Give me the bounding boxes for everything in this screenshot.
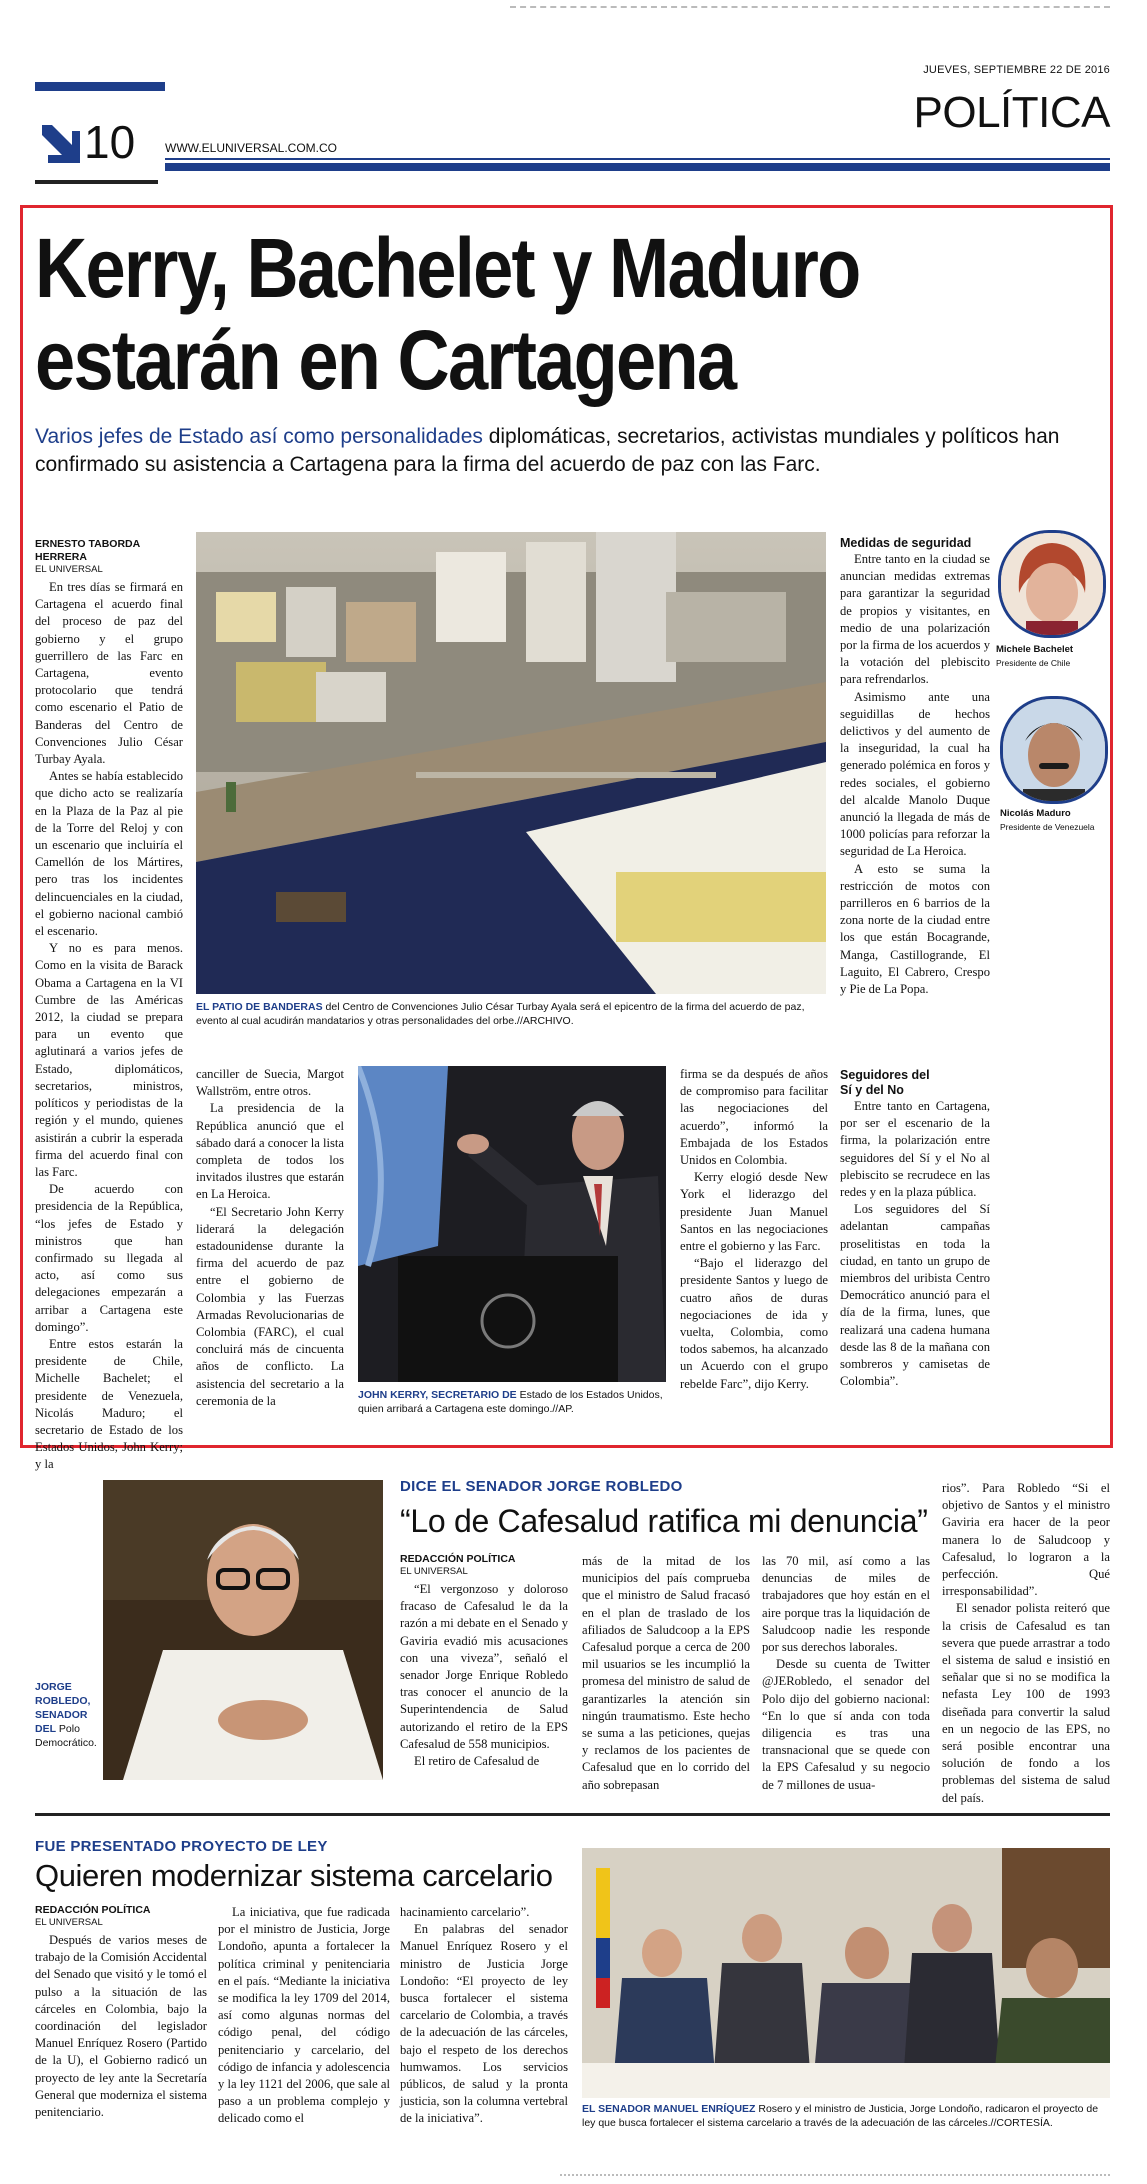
maduro-name: Nicolás Maduro xyxy=(1000,808,1071,819)
paragraph: Desde su cuenta de Twitter @JERobledo, el senador del Polo dijo del gobierno nacional: “En lo que sí anda con toda diligencia es tras una transnacional que se quede con la EPS Cafesalud y su negocio de 7 millones de usua- xyxy=(762,1657,930,1792)
story2-kicker: DICE EL SENADOR JORGE ROBLEDO xyxy=(400,1478,683,1495)
main-headline-line2: estarán en Cartagena xyxy=(35,313,736,407)
page-bottom-dashes xyxy=(560,2174,1110,2176)
paragraph: El retiro de Cafesalud de xyxy=(414,1754,540,1769)
photo2-caption-text: Estado de los Estados Unidos, quien arribará a Cartagena este domingo.//AP. xyxy=(358,1389,663,1415)
bachelet-name: Michele Bachelet xyxy=(996,644,1074,655)
arrow-down-right-icon xyxy=(38,121,82,165)
photo2-caption xyxy=(358,1388,668,1416)
paragraph: “El vergonzoso y doloroso fracaso de Cafesalud le da la razón a mi debate en el Senado y Gaviria evadió mis acusaciones con una viveza”, señaló el senador Jorge Enrique Robledo tras conocer el anuncio de la Superintendencia de Salud autorizando el retiro de la EPS Cafesalud de 558 municipios. xyxy=(400,1582,568,1751)
main-byline: ERNESTO TABORDA HERRERA xyxy=(35,538,140,563)
masthead-rule-thin xyxy=(165,158,1110,160)
masthead-left-bar xyxy=(35,82,165,91)
paragraph: Entre tanto en la ciudad se anuncian medidas extremas para garantizar la seguridad de propios y visitantes, en medio de una polarización por la firma de los acuerdos y la votación del plebiscito para refrendarlos. xyxy=(840,552,990,687)
story3-caption-lead: EL SENADOR MANUEL ENRÍQUEZ xyxy=(582,2103,756,2115)
story3-byline-outlet: EL UNIVERSAL xyxy=(35,1917,103,1928)
story3-col2 xyxy=(218,1904,390,2128)
kerry-photo xyxy=(358,1066,666,1382)
masthead-top-dashes xyxy=(510,6,1110,8)
paragraph: Asimismo ante una seguidillas de hechos delictivos y del aumento de la inseguridad, la cual ha generado polémica en foros y redes sociales, el gobierno del alcalde Manolo Duque anunció la llegada de más de 1000 policías para reforzar la seguridad de La Heroica. xyxy=(840,689,990,859)
security-text xyxy=(840,551,990,998)
story2-byline: REDACCIÓN POLÍTICA xyxy=(400,1553,516,1565)
paragraph: Los seguidores del Sí adelantan campañas proselitistas en toda la ciudad, en tanto un grupo de miembros del uribista Centro Democrático anunció para el día de la firma, lunes, que realizará una cadena humana desde las 8 de la mañana con sombreros y camisetas de Colombia”. xyxy=(840,1202,990,1389)
paragraph: Entre estos estarán la presidente de Chile, Michelle Bachelet; el presidente de Venezuela, Nicolás Maduro; el secretario de Estado de los Estados Unidos, John Kerry; y la xyxy=(35,1336,183,1472)
paragraph: más de la mitad de los municipios del país comprueba que el ministro de Salud fracasó en el plan de traslado de los afiliados de Saludcoop a la EPS Cafesalud porque a cerca de 200 mil usuarios se les incumplió la promesa del ministro de salud de garantizarles la atención sin ningún traumatismo. Este hecho se suma a las peticiones, quejas y reclamos de los pacientes de Cafesalud que en lo corrido del año sobrepasan xyxy=(582,1554,750,1792)
story3-col3 xyxy=(400,1904,568,2128)
main-headline-line1: Kerry, Bachelet y Maduro xyxy=(35,221,860,315)
paragraph: Kerry elogió desde New York el liderazgo del presidente Juan Manuel Santos en las negociaciones entre el gobierno y las Farc. xyxy=(680,1170,828,1254)
main-col4 xyxy=(840,536,990,998)
story3-byline: REDACCIÓN POLÍTICA xyxy=(35,1904,151,1916)
paragraph: canciller de Suecia, Margot Wallström, entre otros. xyxy=(196,1067,344,1099)
story2-col4 xyxy=(942,1480,1110,1807)
main-byline-outlet: EL UNIVERSAL xyxy=(35,564,103,575)
followers-subhead-line2: Sí y del No xyxy=(840,1083,904,1097)
paragraph: A esto se suma la restricción de motos con parrilleros en 6 barrios de la zona norte de la ciudad entre los que están Bocagrande, Manga, Castillogrande, El Laguito, El Cabrero, Crespo y Pie de La Popa. xyxy=(840,861,990,997)
main-col1 xyxy=(35,538,183,1474)
photo1-caption xyxy=(196,1000,826,1028)
cartagena-harbor-photo xyxy=(196,532,826,994)
main-deck-rest: diplomáticas, secretarios, activistas mundiales y políticos han confirmado su asistencia a Cartagena para la firma del acuerdo de paz con las Farc. xyxy=(35,425,1060,476)
main-deck xyxy=(35,423,1095,479)
robledo-photo xyxy=(103,1480,383,1780)
maduro-portrait xyxy=(1000,696,1108,804)
robledo-photo-caption xyxy=(35,1680,97,1750)
main-col1-text xyxy=(35,579,183,1474)
paragraph: Y no es para menos. Como en la visita de Barack Obama a Cartagena en la VI Cumbre de las Américas 2012, la ciudad se prepara para un evento que aglutinará a varios jefes de Estado, diplomáticos, secretarios, ministros, políticos y periodistas de la región y el mundo, quienes asistirán a cubrir la esperada firma del acuerdo final con las Farc. xyxy=(35,941,183,1179)
story2-col1-text xyxy=(400,1581,568,1770)
story3-caption-text: Rosero y el ministro de Justicia, Jorge Londoño, radicaron el proyecto de ley que busca fortalecer el sistema carcelario a través de la adecuación de las cárceles.//CORTESÍA. xyxy=(582,2103,1099,2129)
story3-photo-caption xyxy=(582,2102,1110,2130)
photo1-caption-text: del Centro de Convenciones Julio César Turbay Ayala será el epicentro de la firma del acuerdo de paz, evento al cual acudirán mandatarios y otras personalidades del orbe.//ARCHIVO. xyxy=(196,1001,805,1027)
story3-col1 xyxy=(35,1904,207,2121)
paragraph: Después de varios meses de trabajo de la Comisión Accidental del Senado que visitó y le tomó el pulso a la situación de las cárceles en Colombia, bajo la coordinación del legislador Manuel Enríquez Rosero (Partido de la U), el Gobierno radicó un proyecto de ley ante la Secretaría General que moderniza el sistema penitenciario. xyxy=(35,1933,207,2120)
paragraph: En tres días se firmará en Cartagena el acuerdo final del proceso de paz del gobierno y el grupo guerrillero de las Farc en Cartagena, evento protocolario que tendrá como escenario el Patio de Banderas del Centro de Convenciones Julio César Turbay Ayala. xyxy=(35,580,183,767)
paragraph: En palabras del senador Manuel Enríquez Rosero y el ministro de Justicia Jorge Londoño: “El proyecto de ley busca fortalecer el sistema carcelario de Colombia, a través de la adecuación de las cárceles, bajo el respeto de los derechos humwamos. Los servicios públicos, de salud y la pronta justicia, son la columna vertebral de la iniciativa”. xyxy=(400,1922,568,2126)
robledo-caption-text: Polo Democrático. xyxy=(35,1723,97,1749)
paragraph: De acuerdo con presidencia de la República, “los jefes de Estado y ministros que han confirmado su llegada al acto, así como sus delegaciones empezarán a arribar a Cartagena este domingo”. xyxy=(35,1182,183,1334)
story3-col1-text xyxy=(35,1932,207,2121)
senators-signing-photo xyxy=(582,1848,1110,2098)
paragraph: firma se da después de años de compromiso para facilitar las negociaciones del acuerdo”, informó la Embajada de los Estados Unidos en Colombia. xyxy=(680,1067,828,1168)
paragraph: rios”. Para Robledo “Si el objetivo de Santos y el ministro Gaviria era hacer de la peor manera lo de Saludcoop y Cafesalud, lo lograron a la perfección. Qué irresponsabilidad”. xyxy=(942,1481,1110,1599)
robledo-caption-lead: JORGE ROBLEDO, SENADOR DEL xyxy=(35,1681,91,1735)
story2-headline: “Lo de Cafesalud ratifica mi denuncia” xyxy=(400,1503,928,1539)
story3-headline: Quieren modernizar sistema carcelario xyxy=(35,1858,553,1893)
photo1-caption-lead: EL PATIO DE BANDERAS xyxy=(196,1001,323,1013)
main-col2 xyxy=(196,1066,344,1410)
bachelet-role: Presidente de Chile xyxy=(996,658,1071,668)
masthead-date: JUEVES, SEPTIEMBRE 22 DE 2016 xyxy=(923,64,1110,76)
story2-col1 xyxy=(400,1553,568,1770)
paragraph: “Bajo el liderazgo del presidente Santos y luego de cuatro años de duras negociaciones de ida y vuelta, Colombia, como todos sabemos, ha alcanzado un Acuerdo con el grupo rebelde Farc”, dijo Kerry. xyxy=(680,1256,828,1391)
story2-col2 xyxy=(582,1553,750,1794)
main-col4-followers xyxy=(840,1068,990,1390)
main-col3 xyxy=(680,1066,828,1393)
paragraph: Antes se había establecido que dicho acto se realizaría en la Plaza de la Paz al pie de la Torre del Reloj y con un escenario que incluiría el Camellón de los Mártires, pero tras los incidentes delincuenciales en la ciudad, el gobierno nacional cambió el escenario. xyxy=(35,769,183,939)
main-deck-highlight: Varios jefes de Estado así como personalidades xyxy=(35,425,483,448)
main-headline xyxy=(35,222,947,406)
followers-text xyxy=(840,1098,990,1390)
story2-col3 xyxy=(762,1553,930,1794)
paragraph: las 70 mil, así como a las denuncias de miles de trabajadores que hoy están en el aire porque tras la liquidación de Saludcoop nadie les responde por sus derechos laborales. xyxy=(762,1554,930,1655)
security-subhead: Medidas de seguridad xyxy=(840,536,972,550)
website-url: WWW.ELUNIVERSAL.COM.CO xyxy=(165,141,338,155)
masthead-rule-thick xyxy=(165,163,1110,171)
paragraph: Entre tanto en Cartagena, por ser el escenario de la firma, la polarización entre seguidores del Sí y el No al plebiscito se recrudece en las redes y en la plaza pública. xyxy=(840,1099,990,1200)
bachelet-portrait xyxy=(998,530,1106,638)
paragraph: hacinamiento carcelario”. xyxy=(400,1905,530,1919)
paragraph: El senador polista reiteró que la crisis de Cafesalud es tan severa que puede arrastrar a todo el sistema de salud e insistió en señalar que si no se modifica la nefasta Ley 100 de 1993 diseñada para convertir la salud en un negocio de las EPS, no será posible encontrar una solución de fondo a los problemas del sistema de salud del país. xyxy=(942,1601,1110,1805)
page-number: 10 xyxy=(84,116,136,168)
followers-subhead-line1: Seguidores del xyxy=(840,1068,930,1082)
photo2-caption-lead: JOHN KERRY, SECRETARIO DE xyxy=(358,1389,517,1401)
section-divider xyxy=(35,1813,1110,1816)
story2-byline-outlet: EL UNIVERSAL xyxy=(400,1566,468,1577)
paragraph: “El Secretario John Kerry liderará la delegación estadounidense durante la firma del acuerdo de paz entre el gobierno de Colombia y las Fuerzas Armadas Revolucionarias de Colombia (FARC), el cual concluirá más de cincuenta años de conflicto. La asistencia del secretario a la ceremonia de la xyxy=(196,1204,344,1408)
story3-kicker: FUE PRESENTADO PROYECTO DE LEY xyxy=(35,1838,328,1855)
maduro-role: Presidente de Venezuela xyxy=(1000,822,1095,832)
paragraph: La presidencia de la República anunció que el sábado dará a conocer la lista completa de todos los invitados ilustres que estarán en La Heroica. xyxy=(196,1101,344,1202)
paragraph: La iniciativa, que fue radicada por el ministro de Justicia, Jorge Londoño, apunta a fortalecer la política criminal y penitenciaria en el país. “Mediante la iniciativa se modifica la ley 1709 del 2014, así como algunas normas del código penal, del código penitenciario y carcelario, del código de infancia y adolescencia y la ley 1121 del 2006, que sale al paso a un problema complejo y delicado como el xyxy=(218,1905,390,2126)
section-title: POLÍTICA xyxy=(913,88,1110,137)
